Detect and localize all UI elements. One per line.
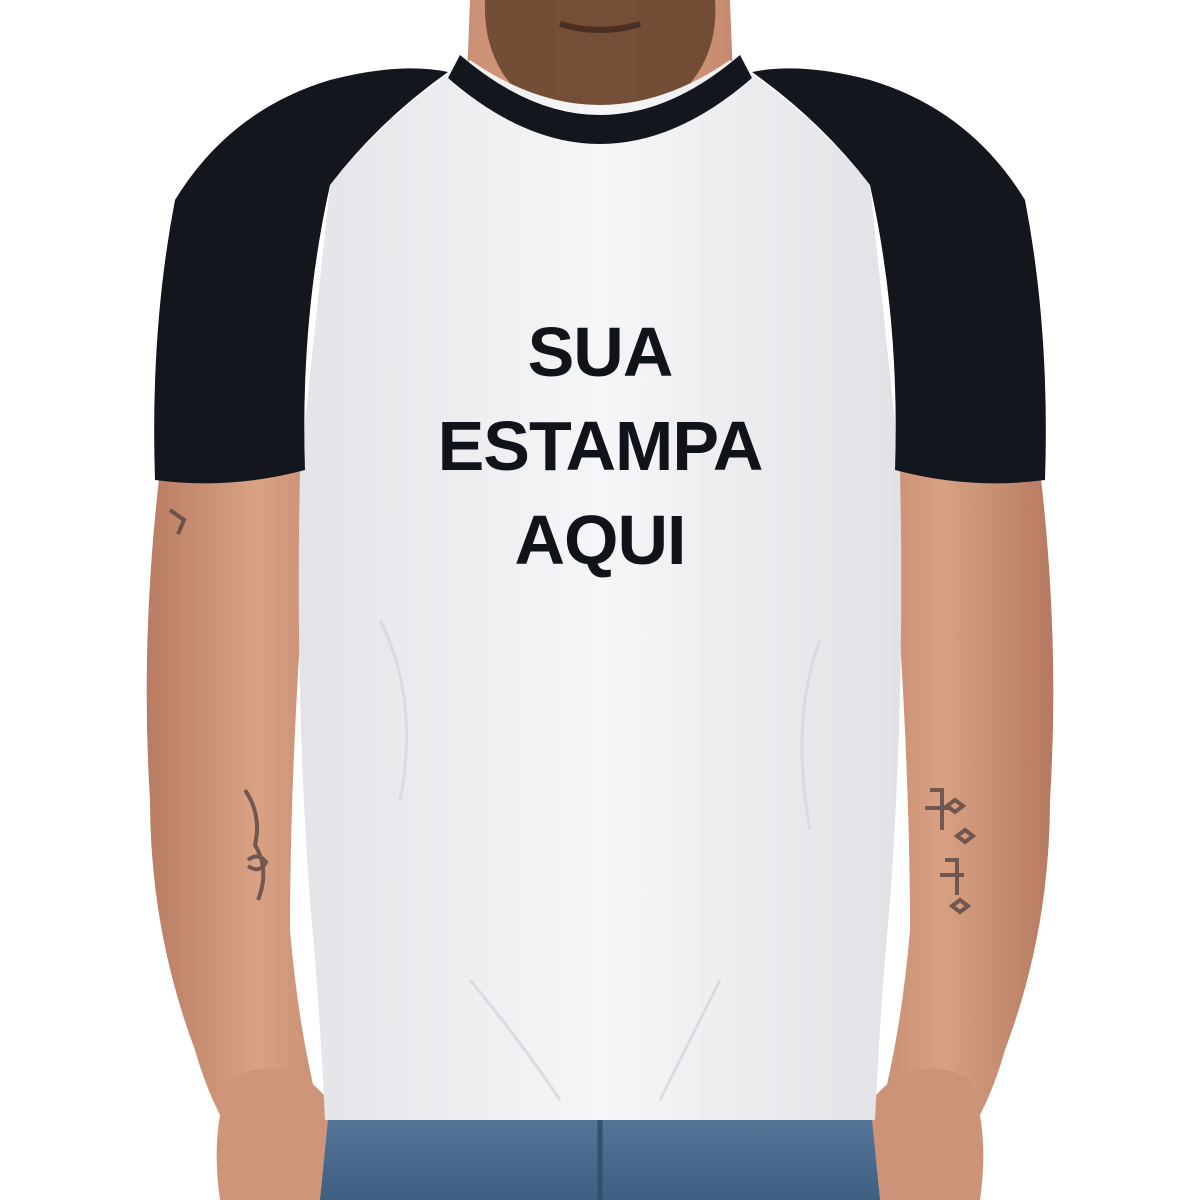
- shirt-print-text: [300, 305, 900, 587]
- print-line-2: ESTAMPA: [437, 407, 763, 485]
- shirt-body: [299, 60, 902, 1120]
- print-line-3: AQUI: [514, 501, 686, 579]
- print-line-1: SUA: [527, 313, 673, 391]
